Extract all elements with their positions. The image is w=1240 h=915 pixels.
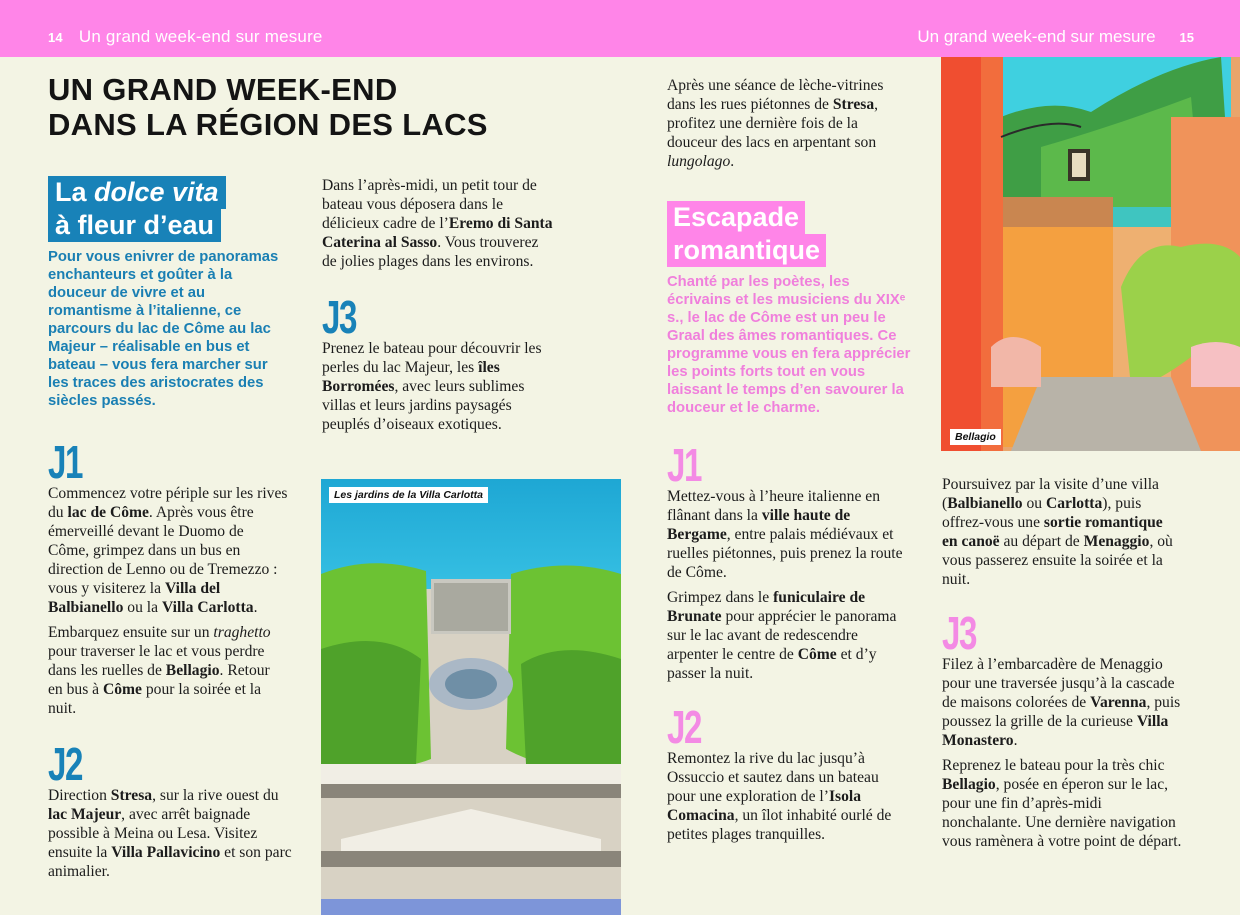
photo-caption: Bellagio xyxy=(950,429,1001,445)
day-body xyxy=(667,487,907,683)
paragraph: Prenez le bateau pour découvrir les perles du lac Majeur, les îles Borromées, avec leurs sublimes villas et leurs jardins paysagés peuplés d’oiseaux exotiques. xyxy=(322,340,542,433)
escapade-lead: Chanté par les poètes, les écrivains et les musiciens du XIXᵉ s., le lac de Côme est un peu le Graal des âmes romantiques. Ce programme vous en fera apprécier les points forts tout en vous laissant le temps d’en savourer la douceur et le charme. xyxy=(667,274,911,416)
paragraph: Direction Stresa, sur la rive ouest du lac Majeur, avec arrêt baignade possible à Meina ou Lesa. Visitez ensuite la Villa Pallavicino et son parc animalier. xyxy=(48,787,292,880)
escapade-heading xyxy=(667,201,907,267)
dolce-vita-heading-line-1 xyxy=(48,176,226,209)
dolce-day-3 xyxy=(322,291,557,434)
day-label: J2 xyxy=(667,701,701,753)
day-body xyxy=(322,339,557,434)
page-title xyxy=(48,72,488,142)
escapade-day-1 xyxy=(667,439,907,683)
day-label: J2 xyxy=(48,738,82,790)
dolce-vita-heading-line-2: à fleur d’eau xyxy=(48,209,221,242)
page-title-line-2: DANS LA RÉGION DES LACS xyxy=(48,107,488,142)
paragraph: Après une séance de lèche-vitrines dans les rues piétonnes de Stresa, profitez une dernière fois de la douceur des lacs en arpentant son lungolago. xyxy=(667,77,884,170)
right-running-head xyxy=(917,27,1194,47)
column-1 xyxy=(48,176,293,887)
left-running-head xyxy=(48,27,323,47)
column-4 xyxy=(942,475,1182,857)
column-3 xyxy=(667,76,911,850)
villa-carlotta-photo xyxy=(321,479,621,915)
paragraph: Embarquez ensuite sur un traghetto pour traverser le lac et vous perdre dans les ruelles de Bellagio. Retour en bus à Côme pour la soirée et la nuit. xyxy=(48,624,271,717)
paragraph: Grimpez dans le funiculaire de Brunate pour apprécier le panorama sur le lac avant de redescendre arpenter le centre de Côme et d’y passer la nuit. xyxy=(667,589,897,682)
day-2-continued xyxy=(322,176,557,271)
column-2 xyxy=(322,176,557,440)
dolce-day-2 xyxy=(48,738,293,881)
heading-italic-text: dolce vita xyxy=(94,177,219,207)
day-label: J3 xyxy=(322,291,356,343)
escapade-day-2 xyxy=(667,701,907,844)
paragraph: Filez à l’embarcadère de Menaggio pour une traversée jusqu’à la cascade de maisons colorées de Varenna, puis poussez la grille de la curieuse Villa Monastero. xyxy=(942,656,1181,749)
day-body xyxy=(667,749,907,844)
day-body xyxy=(48,484,288,718)
day-body xyxy=(48,786,293,881)
day-3-continued xyxy=(667,76,907,171)
dolce-vita-lead: Pour vous enivrer de panoramas enchanteurs et goûter à la douceur de vivre et au romantisme à l’italienne, ce parcours du lac de Côme au lac Majeur – réalisable en bus et bateau – vous fera marcher sur les traces des aristocrates des siècles passés. xyxy=(48,249,279,409)
paragraph: Commencez votre périple sur les rives du lac de Côme. Après vous être émerveillé devant le Duomo de Côme, grimpez dans un bus en direction de Lenno ou de Tremezzo : vous y visiterez la Villa del Balbianello ou la Villa Carlotta. xyxy=(48,485,288,616)
paragraph: Mettez-vous à l’heure italienne en flânant dans la ville haute de Bergame, entre palais médiévaux et ruelles piétonnes, puis prenez la route de Côme. xyxy=(667,488,903,581)
dolce-vita-heading xyxy=(48,176,293,242)
section-title-right: Un grand week-end sur mesure xyxy=(917,27,1156,46)
day-body xyxy=(942,655,1182,851)
page-title-line-1: UN GRAND WEEK-END xyxy=(48,72,398,107)
dolce-day-1 xyxy=(48,436,293,718)
escapade-day-2-continued xyxy=(942,475,1182,589)
escapade-heading-line-1: Escapade xyxy=(667,201,805,234)
paragraph: Remontez la rive du lac jusqu’à Ossuccio et sautez dans un bateau pour une exploration de l’Isola Comacina, un îlot inhabité ourlé de petites plages tranquilles. xyxy=(667,750,892,843)
paragraph: Reprenez le bateau pour la très chic Bellagio, posée en éperon sur le lac, pour une fin d’après-midi nonchalante. Une dernière navigation vous ramènera à votre point de départ. xyxy=(942,757,1182,850)
day-label: J1 xyxy=(667,439,701,491)
escapade-day-3 xyxy=(942,607,1182,851)
bellagio-photo xyxy=(941,57,1240,451)
day-label: J3 xyxy=(942,607,976,659)
day-label: J1 xyxy=(48,436,82,488)
section-title-left: Un grand week-end sur mesure xyxy=(78,27,323,46)
running-header xyxy=(0,0,1240,57)
garden-illustration xyxy=(321,479,621,915)
bellagio-illustration xyxy=(941,57,1240,451)
page-number-right: 15 xyxy=(1179,30,1194,45)
photo-caption: Les jardins de la Villa Carlotta xyxy=(329,487,488,503)
paragraph: Poursuivez par la visite d’une villa (Balbianello ou Carlotta), puis offrez-vous une sortie romantique en canoë au départ de Menaggio, où vous passerez ensuite la soirée et la nuit. xyxy=(942,476,1173,588)
page-number-left: 14 xyxy=(48,30,63,45)
paragraph: Dans l’après-midi, un petit tour de bateau vous déposera dans le délicieux cadre de l’Eremo di Santa Caterina al Sasso. Vous trouverez de jolies plages dans les environs. xyxy=(322,177,553,270)
escapade-heading-line-2: romantique xyxy=(667,234,826,267)
heading-text: La xyxy=(55,177,95,207)
